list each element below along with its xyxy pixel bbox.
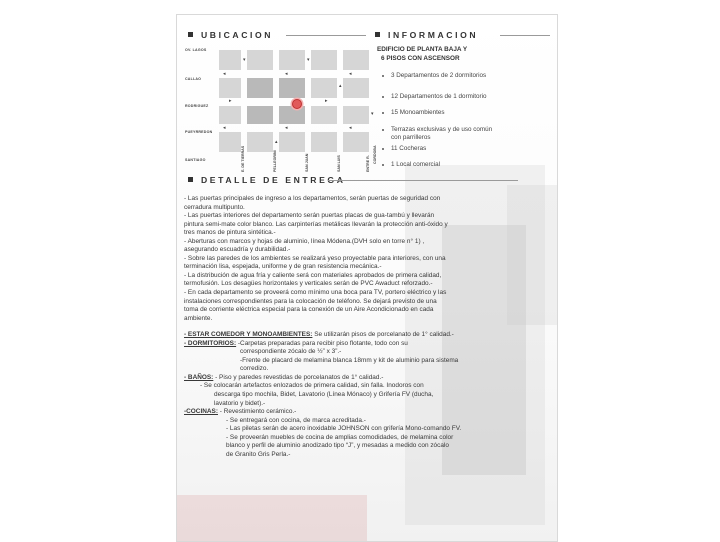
detail-line: - Sobre las paredes de los ambientes se realizará yeso proyectable para interiores, con una <box>184 254 446 262</box>
detail-line: instalaciones correspondientes para la colocación de teléfono. Se dejará previsto de una <box>184 297 437 305</box>
detail-line: terminación lisa, espejada, uniforme y de gran resistencia mecánica.- <box>184 263 382 271</box>
arrow-left-icon: ◂ <box>223 71 226 77</box>
detail-line: - Las puertas interiores del departamento serán puertas placas de gua-tambú y llevarán <box>184 212 435 220</box>
detail-line: asegurando escuadría y durabilidad.- <box>184 246 291 254</box>
banos-label: - BAÑOS: <box>184 373 214 381</box>
list-item-text: 11 Cocheras <box>391 145 427 152</box>
list-item-text: 12 Departamentos de 1 dormitorio <box>391 93 487 100</box>
detail-line: -Frente de placard de melamina blanca 18mm y kit de aluminio para sistema <box>240 356 459 364</box>
map-block <box>343 106 369 124</box>
map-block <box>247 132 273 152</box>
arrow-left-icon: ◂ <box>285 71 288 77</box>
detail-line: cerradura multipunto. <box>184 203 245 211</box>
cocinas-label: -COCINAS: <box>184 408 218 416</box>
section-divider <box>500 35 550 36</box>
map-block <box>311 78 337 98</box>
map-block <box>311 132 337 152</box>
detail-line: correspondiente zócalo de ½” x 3”.- <box>240 348 342 356</box>
delivery-details <box>184 195 552 459</box>
section-title-detalle: DETALLE DE ENTREGA <box>188 175 346 185</box>
map-block <box>311 106 337 124</box>
banos-text: - Piso y paredes revestidas de porcelanatos de 1° calidad.- <box>213 373 384 381</box>
map-block <box>247 78 273 98</box>
map-block <box>279 106 305 124</box>
map-block <box>343 132 369 152</box>
street-label: SAN LUIS <box>337 155 341 172</box>
map-block <box>219 132 241 152</box>
street-label: E. DE TIERRAS <box>241 145 245 172</box>
section-title-informacion: INFORMACION <box>375 30 478 40</box>
detail-line: - Se colocarán artefactos enlozados de primera calidad, sin falla. Inodoros con <box>200 382 424 390</box>
arrow-right-icon: ▸ <box>229 98 232 104</box>
street-label: CORDOBA <box>373 145 377 164</box>
arrow-up-icon: ▴ <box>275 139 278 145</box>
estar-label: - ESTAR COMEDOR Y MONOAMBIENTES: <box>184 331 313 339</box>
detail-line: corredizo. <box>240 365 269 373</box>
street-label: SAN JUAN <box>305 153 309 172</box>
estar-text: Se utilizarán pisos de porcelanato de 1° calidad.- <box>312 331 454 339</box>
detail-line: - Se entregará con cocina, de marca acreditada.- <box>226 416 366 424</box>
arrow-left-icon: ◂ <box>349 125 352 131</box>
arrow-down-icon: ▾ <box>371 111 374 117</box>
detail-line: termofusión. Los desagües horizontales y verticales serán de PVC Awaduct reforzado.- <box>184 280 433 288</box>
list-item-text: con parrilleros <box>391 134 431 141</box>
detail-line: - La distribución de agua fría y caliente será con materiales aprobados de primera calidad, <box>184 271 442 279</box>
arrow-right-icon: ▸ <box>325 98 328 104</box>
building-summary <box>377 45 467 63</box>
detail-line: blanco y perfil de aluminio anodizado tipo “J”, y mesadas a medido con zócalo <box>226 442 449 450</box>
arrow-left-icon: ◂ <box>349 71 352 77</box>
street-label: SANTIAGO <box>185 158 206 162</box>
dormitorios-text: -Carpetas preparadas para recibir piso flotante, todo con su <box>236 339 408 347</box>
detail-line: - En cada departamento se proveerá como mínimo una boca para TV, portero eléctrico y las <box>184 289 447 297</box>
list-item-text: 15 Monoambientes <box>391 109 445 116</box>
map-block <box>219 106 241 124</box>
estar-line <box>184 331 552 340</box>
banos-line <box>184 374 552 383</box>
arrow-down-icon: ▾ <box>243 57 246 63</box>
street-label: CALLAO <box>185 77 202 81</box>
map-block <box>247 106 273 124</box>
map-block <box>343 50 369 70</box>
street-label: RODRIGUEZ <box>185 104 209 108</box>
map-block <box>311 50 337 70</box>
map-block <box>219 50 241 70</box>
arrow-left-icon: ◂ <box>223 125 226 131</box>
detail-line: - Aberturas con marcos y hojas de aluminio, línea Módena.(DVH solo en torre n° 1) , <box>184 237 425 245</box>
map-block <box>279 50 305 70</box>
map-block <box>279 78 305 98</box>
section-divider <box>286 35 366 36</box>
detail-line: - Se proveerán muebles de cocina de amplias comodidades, de melamina color <box>226 433 454 441</box>
arrow-down-icon: ▾ <box>307 57 310 63</box>
detail-line: pintura semi-mate color blanco. Las carpinterías metálicas llevarán la protección anti-óxido y <box>184 220 448 228</box>
detail-line: de Granito Gris Perla.- <box>226 450 291 458</box>
summary-line: 6 PISOS CON ASCENSOR <box>381 55 460 62</box>
street-label: PUEYRREDON <box>185 130 213 134</box>
location-map <box>185 44 377 172</box>
spacer <box>184 323 552 331</box>
cocinas-text: - Revestimiento cerámico.- <box>217 408 297 416</box>
detail-line: tres manos de pintura sintética.- <box>184 229 276 237</box>
detail-line: lavatorio y bidet).- <box>214 399 266 407</box>
street-watermark <box>177 495 367 541</box>
street-label: OV. LAGOS <box>185 48 207 52</box>
summary-line: EDIFICIO DE PLANTA BAJA Y <box>377 46 468 53</box>
dormitorios-line <box>184 340 552 349</box>
dormitorios-label: - DORMITORIOS: <box>184 339 237 347</box>
list-item-text: 1 Local comercial <box>391 161 440 168</box>
detail-line: - Las puertas principales de ingreso a los departamentos, serán puertas de seguridad con <box>184 195 441 202</box>
section-title-ubicacion: UBICACION <box>188 30 273 40</box>
detail-line: ambiente. <box>184 314 213 322</box>
section-divider <box>328 180 518 181</box>
detail-line: toma de corriente eléctrica especial para la conexión de un Aire Acondicionado en cada <box>184 306 434 314</box>
arrow-up-icon: ▴ <box>339 83 342 89</box>
location-pin-icon <box>292 99 302 109</box>
arrow-left-icon: ◂ <box>285 125 288 131</box>
detail-line: - Las piletas serán de acero inoxidable JOHNSON con grifería Mono-comando FV. <box>226 425 462 433</box>
map-block <box>343 78 369 98</box>
map-block <box>279 132 305 152</box>
list-item-text: Terrazas exclusivas y de uso común <box>391 126 493 133</box>
list-item-text: 3 Departamentos de 2 dormitorios <box>391 72 487 79</box>
street-label: ENTRE R. <box>366 155 370 172</box>
cocinas-line <box>184 408 552 417</box>
map-block <box>219 78 241 98</box>
street-label: PELLEGRINI <box>273 150 277 172</box>
detail-line: descarga tipo mochila, Bidet, Lavatorio (Línea Mónaco) y Grifería FV (ducha, <box>214 391 434 399</box>
map-block <box>247 50 273 70</box>
